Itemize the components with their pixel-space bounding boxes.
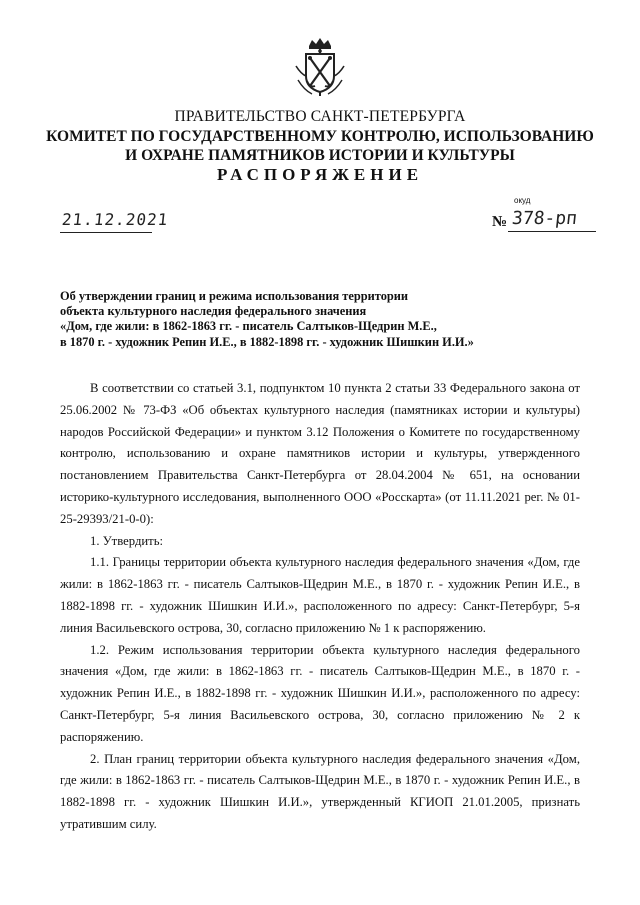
body-paragraph-item-2: 2. План границ территории объекта культурного наследия федерального значения «Дом, где жили: в 1862-1863 гг. - писатель Салтыков-Щедрин М.Е., в 1870 г. - художник Репин И.Е., в 1882-1898 гг. - художник Шишкин И.И.», утвержденный КГИОП 21.01.2005, признать утратившим силу. (60, 751, 580, 831)
document-type: РАСПОРЯЖЕНИЕ (216, 165, 424, 184)
committee-title-line1: КОМИТЕТ ПО ГОСУДАРСТВЕННОМУ КОНТРОЛЮ, ИСПОЛЬЗОВАНИЮ (46, 128, 594, 145)
committee-title-line2: И ОХРАНЕ ПАМЯТНИКОВ ИСТОРИИ И КУЛЬТУРЫ (125, 147, 515, 164)
subject-line: в 1870 г. - художник Репин И.Е., в 1882-1898 гг. - художник Шишкин И.И.» (60, 334, 474, 349)
number-underline (508, 231, 596, 232)
document-number-field (492, 210, 596, 232)
number-sign: № (492, 214, 508, 230)
subject-line: объекта культурного наследия федерального значения (60, 304, 367, 319)
okud-label: окуд (514, 196, 531, 205)
document-body (60, 378, 580, 836)
body-paragraph-item-1-1: 1.1. Границы территории объекта культурного наследия федерального значения «Дом, где жили: в 1862-1863 гг. - писатель Салтыков-Щедрин М.Е., в 1870 г. - художник Репин И.Е., в 1882-1898 гг. - художник Шишкин И.И.», расположенного по адресу: Санкт-Петербург, 5-я линия Васильевского острова, 30, согласно приложению № 1 к распоряжению. (60, 555, 580, 635)
document-subject (60, 289, 520, 350)
subject-line: «Дом, где жили: в 1862-1863 гг. - писатель Салтыков-Щедрин М.Е., (60, 319, 437, 334)
body-paragraph-preamble: В соответствии со статьей 3.1, подпунктом 10 пункта 2 статьи 33 Федерального закона от 25.06.2002 № 73-ФЗ «Об объектах культурного наследия (памятниках истории и культуры) народов Российской Федерации» и пунктом 3.12 Положения о Комитете по государственному контролю, использованию и охране памятников истории и культуры, утвержденного постановлением Правительства Санкт-Петербурга от 28.04.2004 № 651, на основании историко-культурного исследования, выполненного ООО «Росскарта» (от 11.11.2021 рег. № 01-25-29393/21-0-0): (60, 381, 580, 526)
government-title: ПРАВИТЕЛЬСТВО САНКТ-ПЕТЕРБУРГА (174, 108, 466, 125)
document-number: 378-рп (510, 208, 579, 229)
document-date-field (60, 210, 170, 233)
coat-of-arms-icon (292, 36, 348, 100)
document-date: 21.12.2021 (61, 210, 170, 229)
body-paragraph-item-1-2: 1.2. Режим использования территории объекта культурного наследия федерального значения «Дом, где жили: в 1862-1863 гг. - писатель Салтыков-Щедрин М.Е., в 1870 г. - художник Репин И.Е., в 1882-1898 гг. - художник Шишкин И.И.», расположенного по адресу: Санкт-Петербург, 5-я линия Васильевского острова, 30, согласно приложению № 2 к распоряжению. (60, 642, 580, 744)
body-paragraph-item-1: 1. Утвердить: (90, 533, 164, 548)
subject-line: Об утверждении границ и режима использования территории (60, 289, 409, 303)
